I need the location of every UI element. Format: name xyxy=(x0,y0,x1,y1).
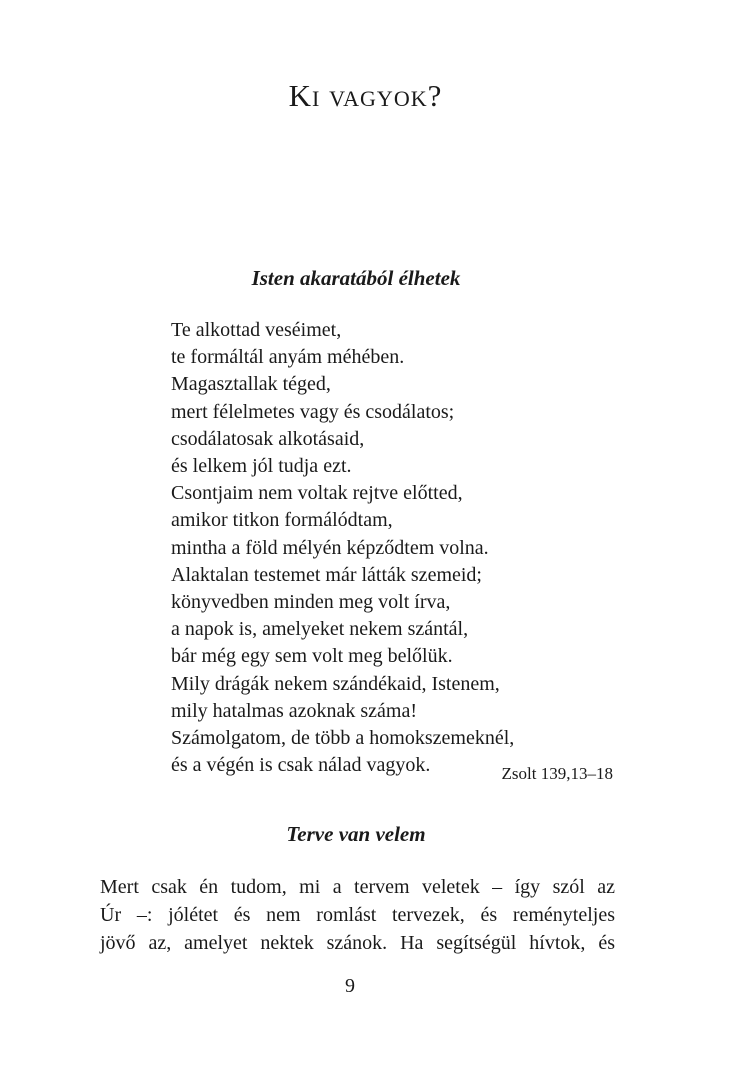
verse-line: Mily drágák nekem szándékaid, Istenem, xyxy=(171,672,500,695)
chapter-title: Ki vagyok? xyxy=(288,78,443,113)
psalm-verse xyxy=(171,317,631,779)
verse-line: mert félelmetes vagy és csodálatos; xyxy=(171,400,455,423)
section-heading-terve-van-velem: Terve van velem xyxy=(286,822,426,846)
verse-line: csodálatosak alkotásaid, xyxy=(171,427,365,450)
verse-line: mintha a föld mélyén képződtem volna. xyxy=(171,536,489,559)
page-number: 9 xyxy=(345,975,355,997)
section-heading-isten-akaratabol: Isten akaratából élhetek xyxy=(251,266,461,290)
verse-line: Magasztallak téged, xyxy=(171,373,331,396)
scripture-citation: Zsolt 139,13–18 xyxy=(501,764,613,783)
verse-line: a napok is, amelyeket nekem szántál, xyxy=(171,618,469,641)
prose-line: Mert csak én tudom, mi a tervem veletek – így szól az xyxy=(100,876,615,898)
verse-line: Számolgatom, de több a homokszemeknél, xyxy=(171,727,515,750)
verse-line: Csontjaim nem voltak rejtve előtted, xyxy=(171,482,463,505)
prose-line: jövő az, amelyet nektek szánok. Ha segítségül hívtok, és xyxy=(100,932,615,954)
verse-line: mily hatalmas azoknak száma! xyxy=(171,699,418,722)
verse-line: Alaktalan testemet már látták szemeid; xyxy=(171,563,482,586)
prose-line: Úr –: jólétet és nem romlást tervezek, és reményteljes xyxy=(100,904,615,926)
verse-line: és lelkem jól tudja ezt. xyxy=(171,455,352,478)
verse-line: amikor titkon formálódtam, xyxy=(171,509,393,532)
verse-line: és a végén is csak nálad vagyok. xyxy=(171,754,431,777)
verse-line: bár még egy sem volt meg belőlük. xyxy=(171,645,453,668)
verse-line: könyvedben minden meg volt írva, xyxy=(171,591,451,614)
verse-line: te formáltál anyám méhében. xyxy=(171,346,405,369)
verse-line: Te alkottad veséimet, xyxy=(171,319,342,341)
prose-paragraph xyxy=(100,873,615,957)
